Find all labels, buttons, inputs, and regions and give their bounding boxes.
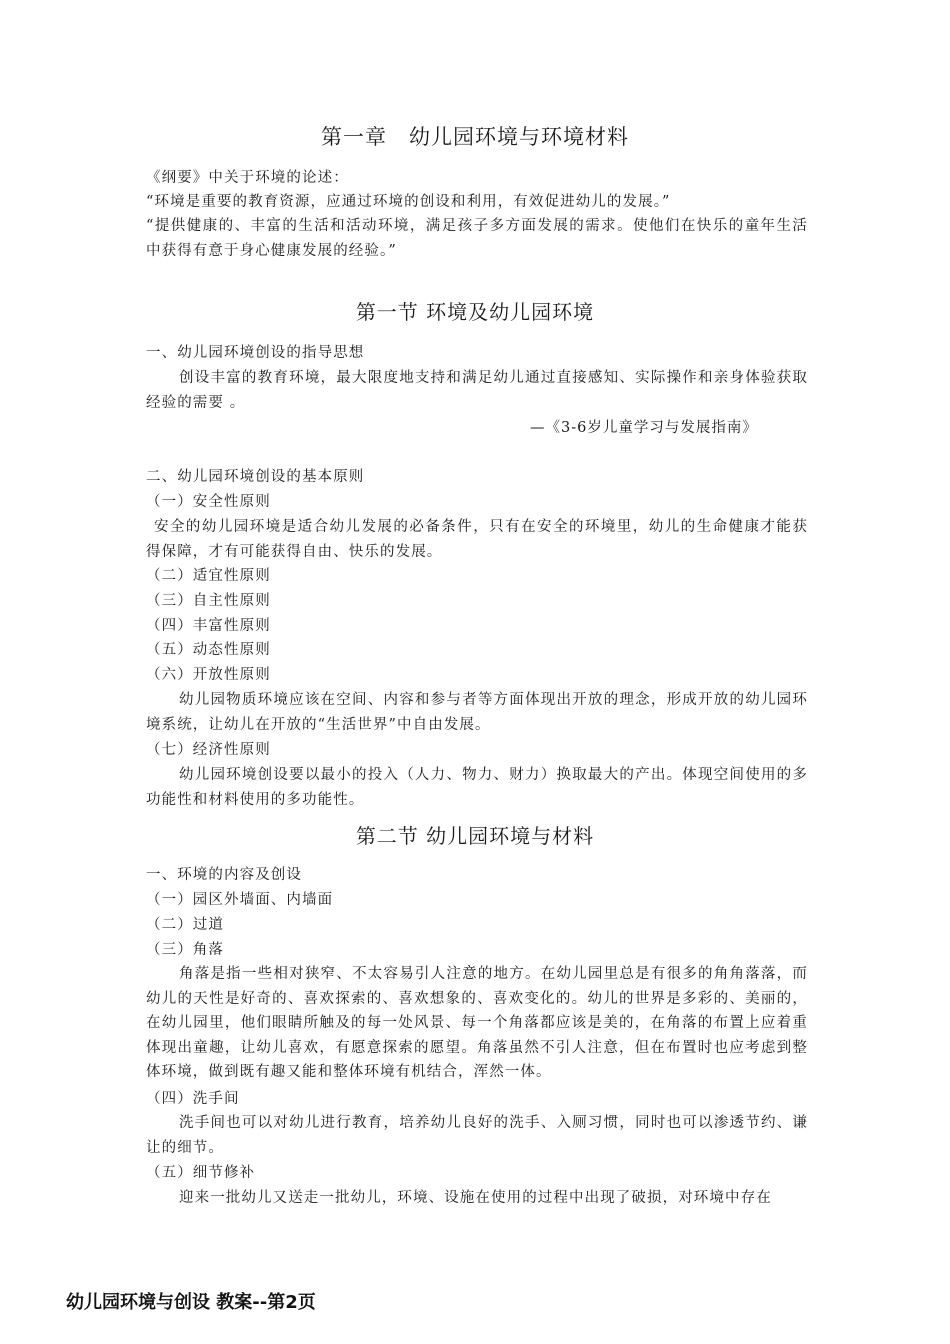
content-2-title: （二）过道 (146, 917, 224, 933)
principle-3-title: （三）自主性原则 (146, 593, 271, 609)
heading-guiding-ideas: 一、幼儿园环境创设的指导思想 (146, 345, 365, 361)
section2-title: 第二节 幼儿园环境与材料 (355, 824, 595, 848)
content-5-text: 迎来一批幼儿又送走一批幼儿，环境、设施在使用的过程中出现了破损，对环境中存在 (179, 1190, 772, 1206)
source-citation: —《3-6岁儿童学习与发展指南》 (530, 420, 758, 436)
principle-6-title: （六）开放性原则 (146, 667, 271, 683)
guiding-ideas-text: 创设丰富的教育环境，最大限度地支持和满足幼儿通过直接感知、实际操作和亲身体验获取经验的需要 。 (146, 370, 808, 411)
intro-lead: 《纲要》中关于环境的论述： (146, 170, 349, 186)
principle-2-title: （二）适宜性原则 (146, 568, 271, 584)
principle-6-text: 幼儿园物质环境应该在空间、内容和参与者等方面体现出开放的理念，形成开放的幼儿园环境系统，让幼儿在开放的“生活世界”中自由发展。 (146, 692, 808, 733)
principle-4-title: （四）丰富性原则 (146, 618, 271, 634)
content-1-title: （一）园区外墙面、内墙面 (146, 892, 334, 908)
principle-1-text: 安全的幼儿园环境是适合幼儿发展的必备条件，只有在安全的环境里，幼儿的生命健康才能获得保障，才有可能获得自由、快乐的发展。 (146, 519, 808, 560)
intro-quote-1: “环境是重要的教育资源，应通过环境的创设和利用，有效促进幼儿的发展。” (146, 194, 671, 210)
heading-env-content: 一、环境的内容及创设 (146, 867, 302, 883)
content-4-title: （四）洗手间 (146, 1091, 240, 1107)
principle-7-text: 幼儿园环境创设要以最小的投入（人力、物力、财力）换取最大的产出。体现空间使用的多功能性和材料使用的多功能性。 (146, 767, 808, 808)
principle-1-title: （一）安全性原则 (146, 494, 271, 510)
section1-title: 第一节 环境及幼儿园环境 (355, 300, 595, 324)
content-4-text: 洗手间也可以对幼儿进行教育，培养幼儿良好的洗手、入厕习惯，同时也可以渗透节约、谦让的细节。 (146, 1115, 808, 1156)
content-3-title: （三）角落 (146, 942, 224, 958)
page-footer: 幼儿园环境与创设 教案--第2页 (66, 1292, 316, 1313)
heading-basic-principles: 二、幼儿园环境创设的基本原则 (146, 469, 365, 485)
principle-7-title: （七）经济性原则 (146, 742, 271, 758)
content-5-title: （五）细节修补 (146, 1165, 256, 1181)
principle-5-title: （五）动态性原则 (146, 642, 271, 658)
intro-quote-2: “提供健康的、丰富的生活和活动环境，满足孩子多方面发展的需求。使他们在快乐的童年生活中获得有意于身心健康发展的经验。” (146, 218, 808, 259)
chapter-title: 第一章 幼儿园环境与环境材料 (321, 125, 629, 149)
content-3-text: 角落是指一些相对狭窄、不太容易引人注意的地方。在幼儿园里总是有很多的角角落落，而幼儿的天性是好奇的、喜欢探索的、喜欢想象的、喜欢变化的。幼儿的世界是多彩的、美丽的，在幼儿园里，他们眼睛所触及的每一处风景、每一个角落都应该是美的，在角落的布置上应着重体现出童趣，让幼儿喜欢，有愿意探索的愿望。角落虽然不引人注意，但在布置时也应考虑到整体环境，做到既有趣又能和整体环境有机结合，浑然一体。 (146, 966, 808, 1080)
